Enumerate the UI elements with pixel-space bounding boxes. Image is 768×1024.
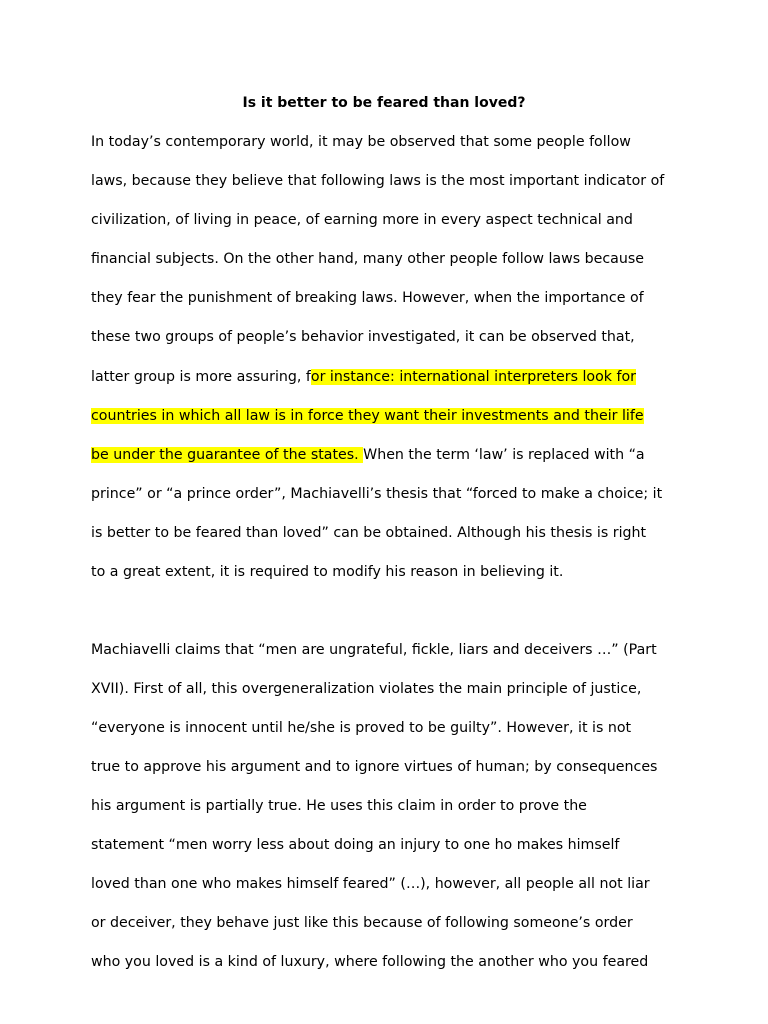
- text-run: latter group is more assuring, f: [91, 369, 311, 385]
- text-run: these two groups of people’s behavior investigated, it can be observed that,: [91, 329, 635, 345]
- text-run: statement “men worry less about doing an injury to one ho makes himself: [91, 837, 620, 853]
- text-line: [91, 483, 662, 505]
- text-line: [91, 912, 633, 934]
- text-run: true to approve his argument and to ignore virtues of human; by consequences: [91, 759, 658, 775]
- text-run: XVII). First of all, this overgeneralization violates the main principle of justice,: [91, 681, 642, 697]
- text-run: civilization, of living in peace, of earning more in every aspect technical and: [91, 212, 633, 228]
- text-line: [91, 248, 644, 270]
- text-run: to a great extent, it is required to modify his reason in believing it.: [91, 564, 564, 580]
- text-line: [91, 639, 657, 661]
- text-line: [91, 795, 587, 817]
- text-line: [91, 131, 631, 153]
- text-line: [91, 287, 644, 309]
- text-run: loved than one who makes himself feared” (…), however, all people all not liar: [91, 876, 650, 892]
- text-line: [91, 326, 635, 348]
- highlighted-text: countries in which all law is in force they want their investments and their life: [91, 408, 644, 424]
- text-line: [91, 756, 657, 778]
- text-run: financial subjects. On the other hand, many other people follow laws because: [91, 251, 644, 267]
- text-run: who you loved is a kind of luxury, where following the another who you feared: [91, 954, 649, 970]
- text-run: they fear the punishment of breaking laws. However, when the importance of: [91, 290, 644, 306]
- text-line: [91, 873, 650, 895]
- text-line: [91, 561, 563, 583]
- text-line: [91, 444, 645, 466]
- text-run: When the term ‘law’ is replaced with “a: [363, 447, 645, 463]
- text-line: [91, 405, 644, 427]
- text-run: or deceiver, they behave just like this because of following someone’s order: [91, 915, 633, 931]
- text-line: [91, 834, 619, 856]
- text-line: [91, 366, 636, 388]
- text-line: [91, 951, 648, 973]
- text-run: In today’s contemporary world, it may be observed that some people follow: [91, 134, 631, 150]
- text-run: Machiavelli claims that “men are ungrateful, fickle, liars and deceivers …” (Part: [91, 642, 657, 658]
- highlighted-text: or instance: international interpreters look for: [310, 369, 637, 385]
- text-run: laws, because they believe that following laws is the most important indicator of: [91, 173, 665, 189]
- text-line: [91, 209, 633, 231]
- text-run: is better to be feared than loved” can be obtained. Although his thesis is right: [91, 525, 647, 541]
- document-title: Is it better to be feared than loved?: [242, 95, 526, 111]
- text-line: [91, 522, 646, 544]
- text-run: his argument is partially true. He uses this claim in order to prove the: [91, 798, 587, 814]
- text-line: [91, 170, 664, 192]
- text-line: [91, 717, 631, 739]
- text-run: “everyone is innocent until he/she is proved to be guilty”. However, it is not: [91, 720, 632, 736]
- highlighted-text: be under the guarantee of the states.: [91, 447, 364, 463]
- text-line: [91, 678, 641, 700]
- text-run: prince” or “a prince order”, Machiavelli’s thesis that “forced to make a choice; it: [91, 486, 663, 502]
